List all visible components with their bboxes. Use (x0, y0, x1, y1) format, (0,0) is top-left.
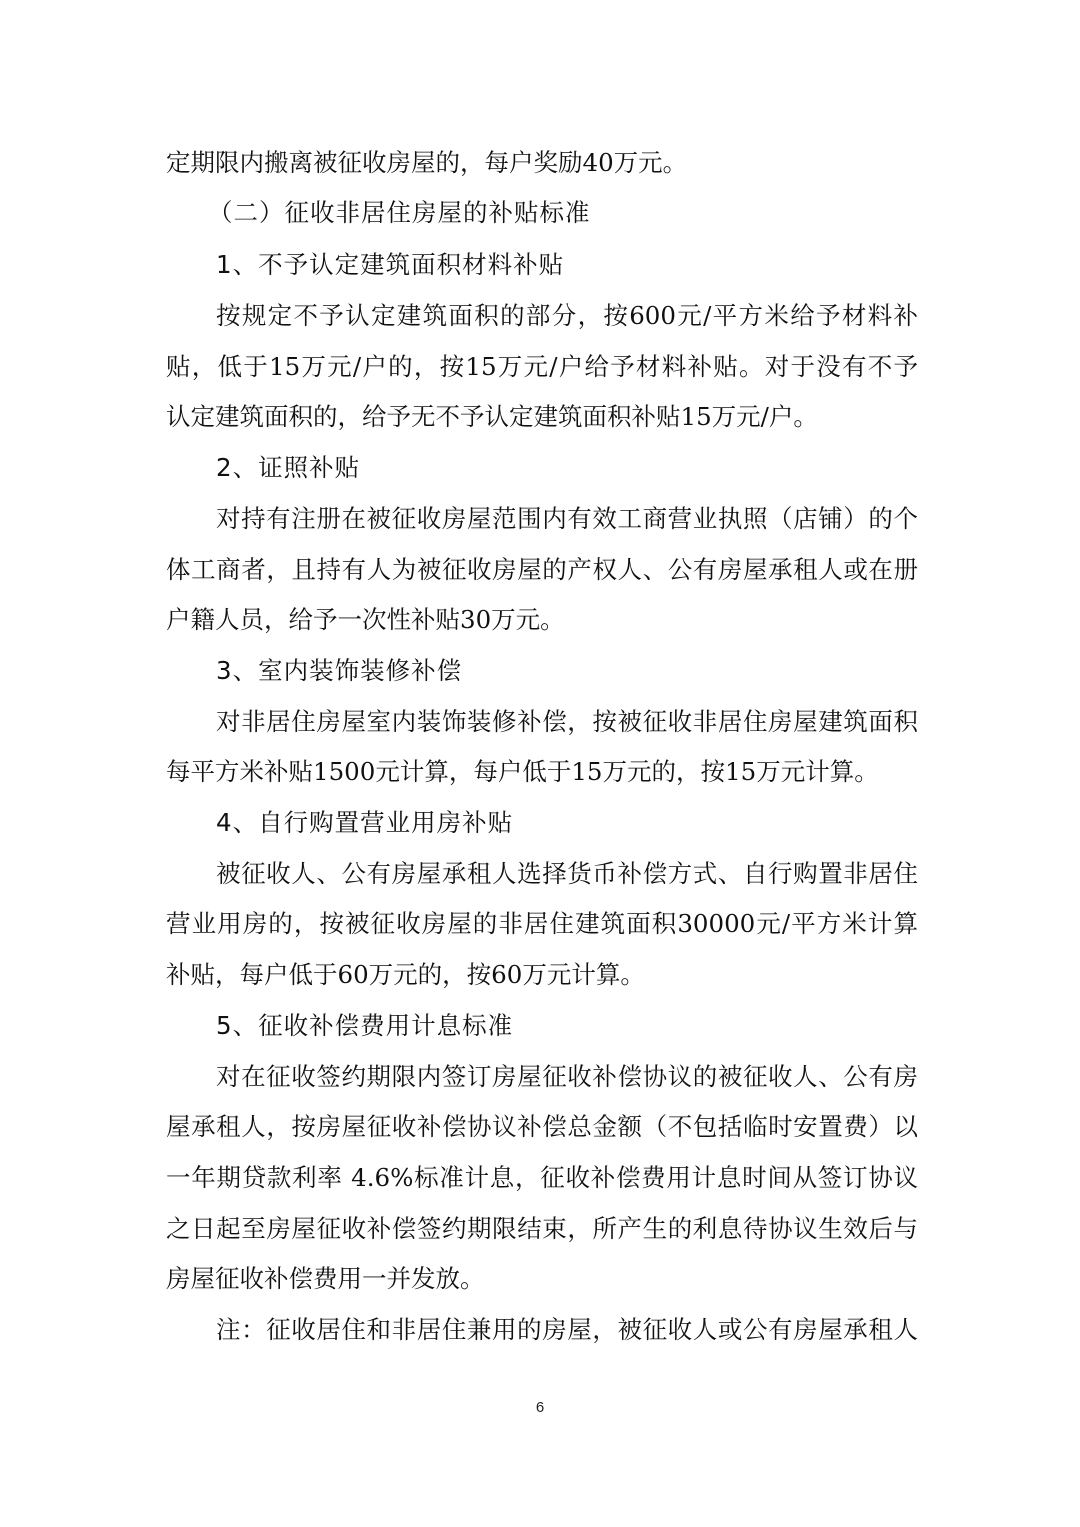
paragraph-line: 补贴，每户低于60万元的，按60万元计算。 (166, 960, 645, 989)
paragraph-line: 对持有注册在被征收房屋范围内有效工商营业执照（店铺）的个 (216, 504, 918, 533)
subsection-heading: 5、征收补偿费用计息标准 (216, 1011, 514, 1040)
paragraph-line: 一年期贷款利率 4.6%标准计息，征收补偿费用计息时间从签订协议 (166, 1163, 918, 1192)
paragraph-line: 房屋征收补偿费用一并发放。 (166, 1264, 485, 1293)
note-line: 注：征收居住和非居住兼用的房屋，被征收人或公有房屋承租人 (216, 1315, 918, 1344)
paragraph-line: 之日起至房屋征收补偿签约期限结束，所产生的利息待协议生效后与 (166, 1214, 918, 1243)
paragraph-line: 被征收人、公有房屋承租人选择货币补偿方式、自行购置非居住 (216, 859, 918, 888)
paragraph-line: 屋承租人，按房屋征收补偿协议补偿总金额（不包括临时安置费）以 (166, 1112, 918, 1141)
paragraph-line: 对非居住房屋室内装饰装修补偿，按被征收非居住房屋建筑面积 (216, 707, 918, 736)
subsection-heading: 1、不予认定建筑面积材料补贴 (216, 250, 565, 279)
paragraph-line: 户籍人员，给予一次性补贴30万元。 (166, 605, 565, 634)
paragraph-line: 按规定不予认定建筑面积的部分，按600元/平方米给予材料补 (216, 301, 918, 330)
paragraph-line: 每平方米补贴1500元计算，每户低于15万元的，按15万元计算。 (166, 757, 879, 786)
section-heading: （二）征收非居住房屋的补贴标准 (208, 198, 591, 227)
paragraph-line: 定期限内搬离被征收房屋的，每户奖励40万元。 (166, 148, 688, 177)
paragraph-line: 体工商者，且持有人为被征收房屋的产权人、公有房屋承租人或在册 (166, 555, 918, 584)
page-number: 6 (535, 1399, 545, 1416)
paragraph-line: 营业用房的，按被征收房屋的非居住建筑面积30000元/平方米计算 (166, 909, 918, 938)
paragraph-line: 对在征收签约期限内签订房屋征收补偿协议的被征收人、公有房 (216, 1062, 918, 1091)
paragraph-line: 贴，低于15万元/户的，按15万元/户给予材料补贴。对于没有不予 (166, 352, 918, 381)
paragraph-line: 认定建筑面积的，给予无不予认定建筑面积补贴15万元/户。 (166, 402, 818, 431)
subsection-heading: 2、证照补贴 (216, 453, 361, 482)
subsection-heading: 3、室内装饰装修补偿 (216, 656, 463, 685)
subsection-heading: 4、自行购置营业用房补贴 (216, 808, 514, 837)
